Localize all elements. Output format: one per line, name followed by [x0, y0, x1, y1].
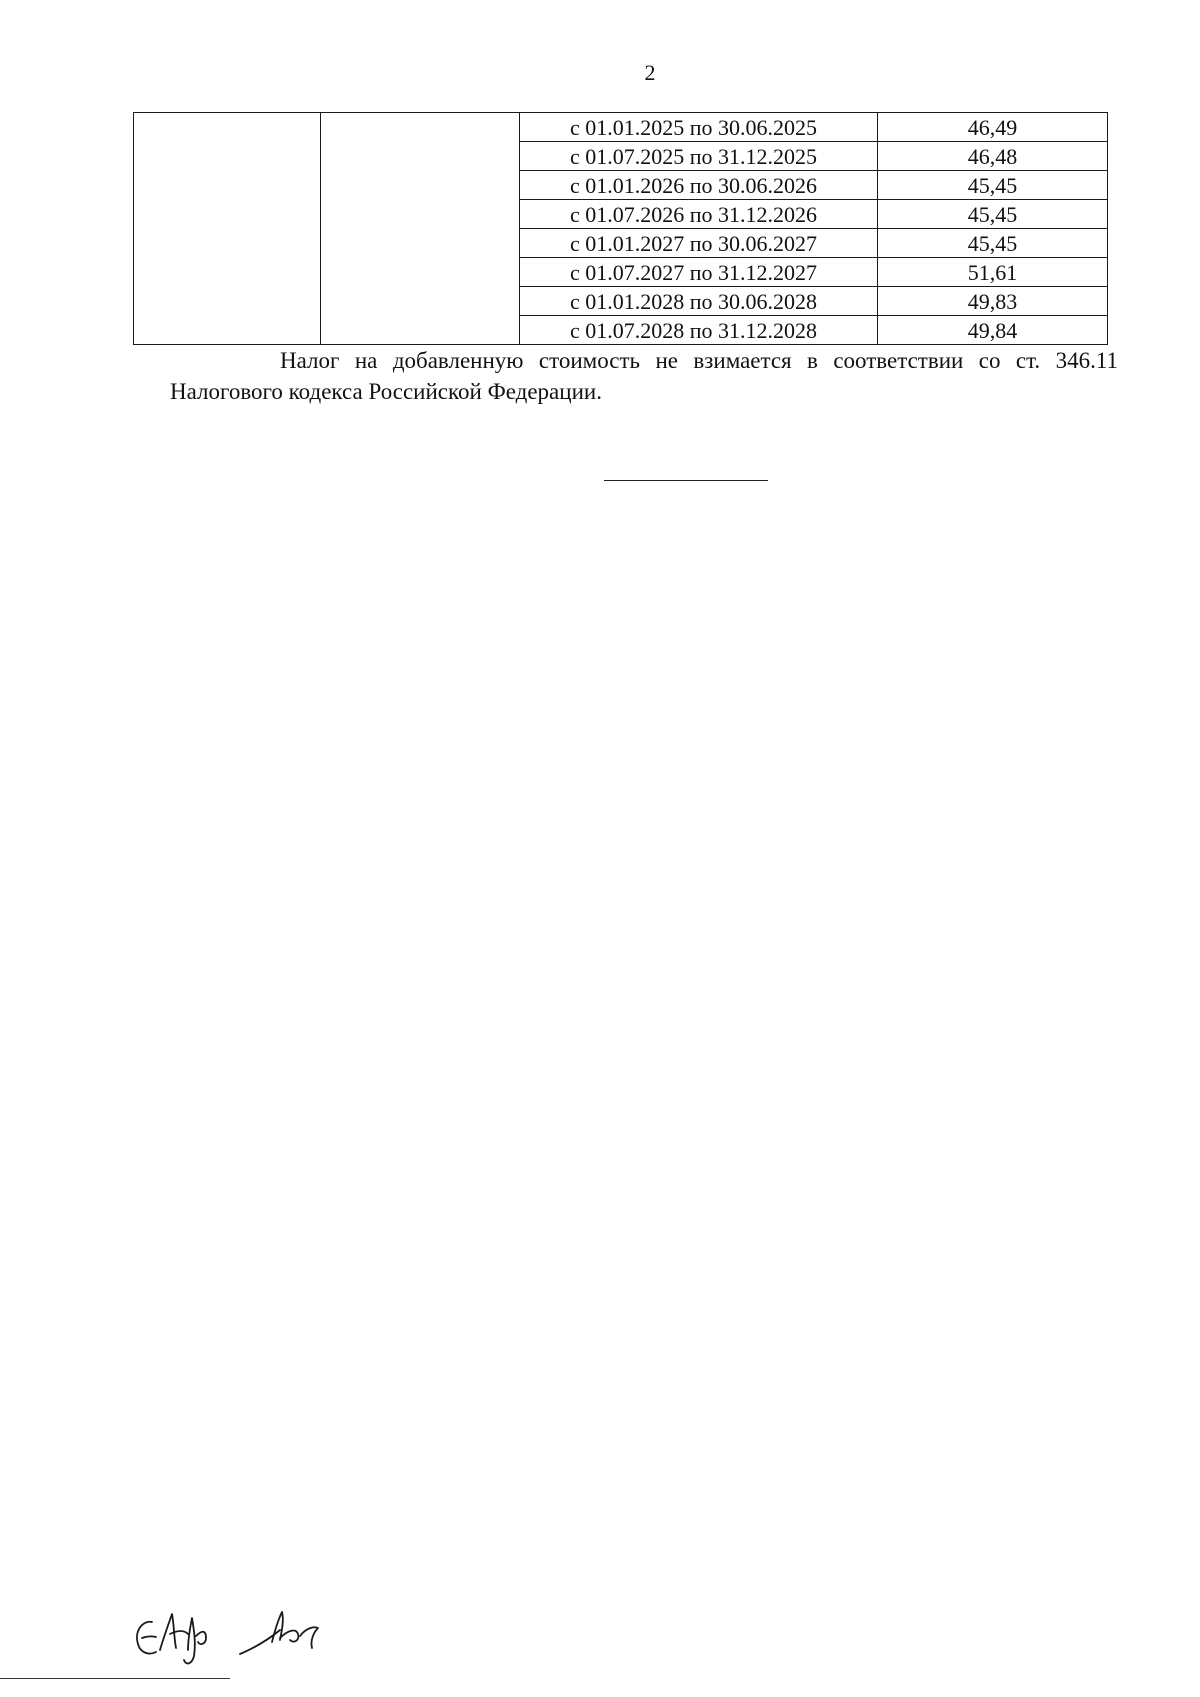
page-number: 2 [644, 60, 656, 85]
end-of-document-rule [604, 480, 768, 481]
value-cell: 51,61 [878, 258, 1108, 287]
value-cell: 46,49 [878, 113, 1108, 142]
tariff-table [133, 112, 1108, 345]
merged-empty-cell [321, 113, 520, 345]
period-cell: с 01.07.2026 по 31.12.2026 [520, 200, 878, 229]
period-cell: с 01.07.2027 по 31.12.2027 [520, 258, 878, 287]
handwritten-initials-signature [130, 1600, 350, 1670]
value-cell: 46,48 [878, 142, 1108, 171]
table-row [134, 113, 1108, 142]
period-cell: с 01.07.2025 по 31.12.2025 [520, 142, 878, 171]
value-cell: 45,45 [878, 200, 1108, 229]
vat-note-line-1: Налог на добавленную стоимость не взимается в соответствии со ст. 346.11 [280, 348, 1118, 373]
merged-empty-cell [134, 113, 321, 345]
value-cell: 49,84 [878, 316, 1108, 345]
period-cell: с 01.01.2028 по 30.06.2028 [520, 287, 878, 316]
period-cell: с 01.01.2026 по 30.06.2026 [520, 171, 878, 200]
period-cell: с 01.07.2028 по 31.12.2028 [520, 316, 878, 345]
vat-note-line-2: Налогового кодекса Российской Федерации. [170, 379, 602, 404]
period-cell: с 01.01.2025 по 30.06.2025 [520, 113, 878, 142]
footer-rule [0, 1678, 230, 1679]
value-cell: 45,45 [878, 171, 1108, 200]
value-cell: 49,83 [878, 287, 1108, 316]
period-cell: с 01.01.2027 по 30.06.2027 [520, 229, 878, 258]
value-cell: 45,45 [878, 229, 1108, 258]
vat-note [170, 345, 1118, 407]
